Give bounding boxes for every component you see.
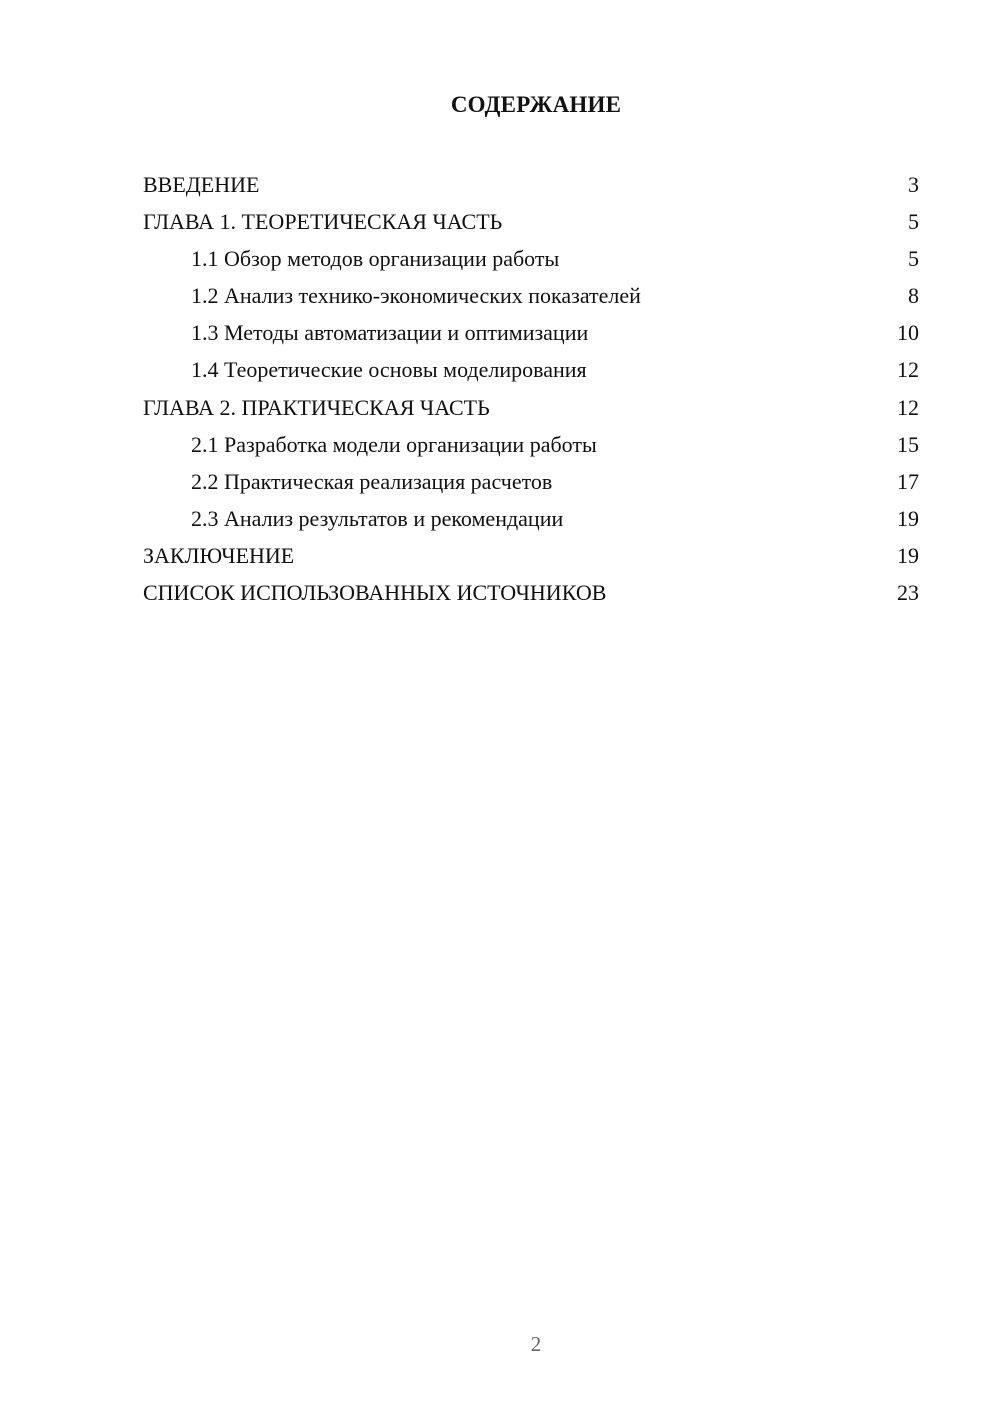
toc-entry-page-number: 12 [897,394,919,420]
toc-entry-section-1-3 [143,314,919,351]
page-title: СОДЕРЖАНИЕ [450,92,622,117]
toc-entry-label: СПИСОК ИСПОЛЬЗОВАННЫХ ИСТОЧНИКОВ [143,580,607,606]
toc-entry-section-2-2 [143,463,919,500]
toc-entry-page-number: 17 [897,468,919,494]
toc-entry-page-number: 19 [897,542,919,568]
toc-entry-page-number: 5 [908,209,919,235]
toc-entry-page-number: 15 [897,431,919,457]
toc-entry-chapter-1 [143,203,919,240]
toc-entry-label: ГЛАВА 2. ПРАКТИЧЕСКАЯ ЧАСТЬ [143,394,490,420]
toc-entry-section-2-1 [143,426,919,463]
toc-entry-section-2-3 [143,500,919,537]
toc-entry-section-1-1 [143,240,919,277]
toc-entry-page-number: 5 [908,246,919,272]
toc-entry-label: 2.2 Практическая реализация расчетов [191,468,553,494]
toc-entry-label: 1.1 Обзор методов организации работы [191,246,560,272]
toc-entry-label: 1.3 Методы автоматизации и оптимизации [191,320,589,346]
toc-entry-label: 2.3 Анализ результатов и рекомендации [191,505,564,531]
toc-entry-page-number: 8 [908,283,919,309]
toc-entry-page-number: 19 [897,505,919,531]
footer-page-number: 2 [530,1332,542,1356]
toc-entry-page-number: 10 [897,320,919,346]
toc-entry-label: 2.1 Разработка модели организации работы [191,431,597,457]
toc-entry-bibliography [143,574,919,611]
toc-entry-conclusion [143,537,919,574]
toc-entry-page-number: 12 [897,357,919,383]
toc-entry-label: ГЛАВА 1. ТЕОРЕТИЧЕСКАЯ ЧАСТЬ [143,209,503,235]
toc-entry-page-number: 23 [897,580,919,606]
toc-entry-chapter-2 [143,389,919,426]
toc-entry-introduction [143,166,919,203]
table-of-contents [143,166,919,611]
toc-entry-label: 1.4 Теоретические основы моделирования [191,357,587,383]
toc-entry-page-number: 3 [908,172,919,197]
toc-entry-label: ВВЕДЕНИЕ [143,172,260,197]
toc-entry-label: 1.2 Анализ технико-экономических показателей [191,283,641,309]
toc-entry-section-1-4 [143,351,919,388]
toc-entry-section-1-2 [143,277,919,314]
toc-entry-label: ЗАКЛЮЧЕНИЕ [143,542,295,568]
